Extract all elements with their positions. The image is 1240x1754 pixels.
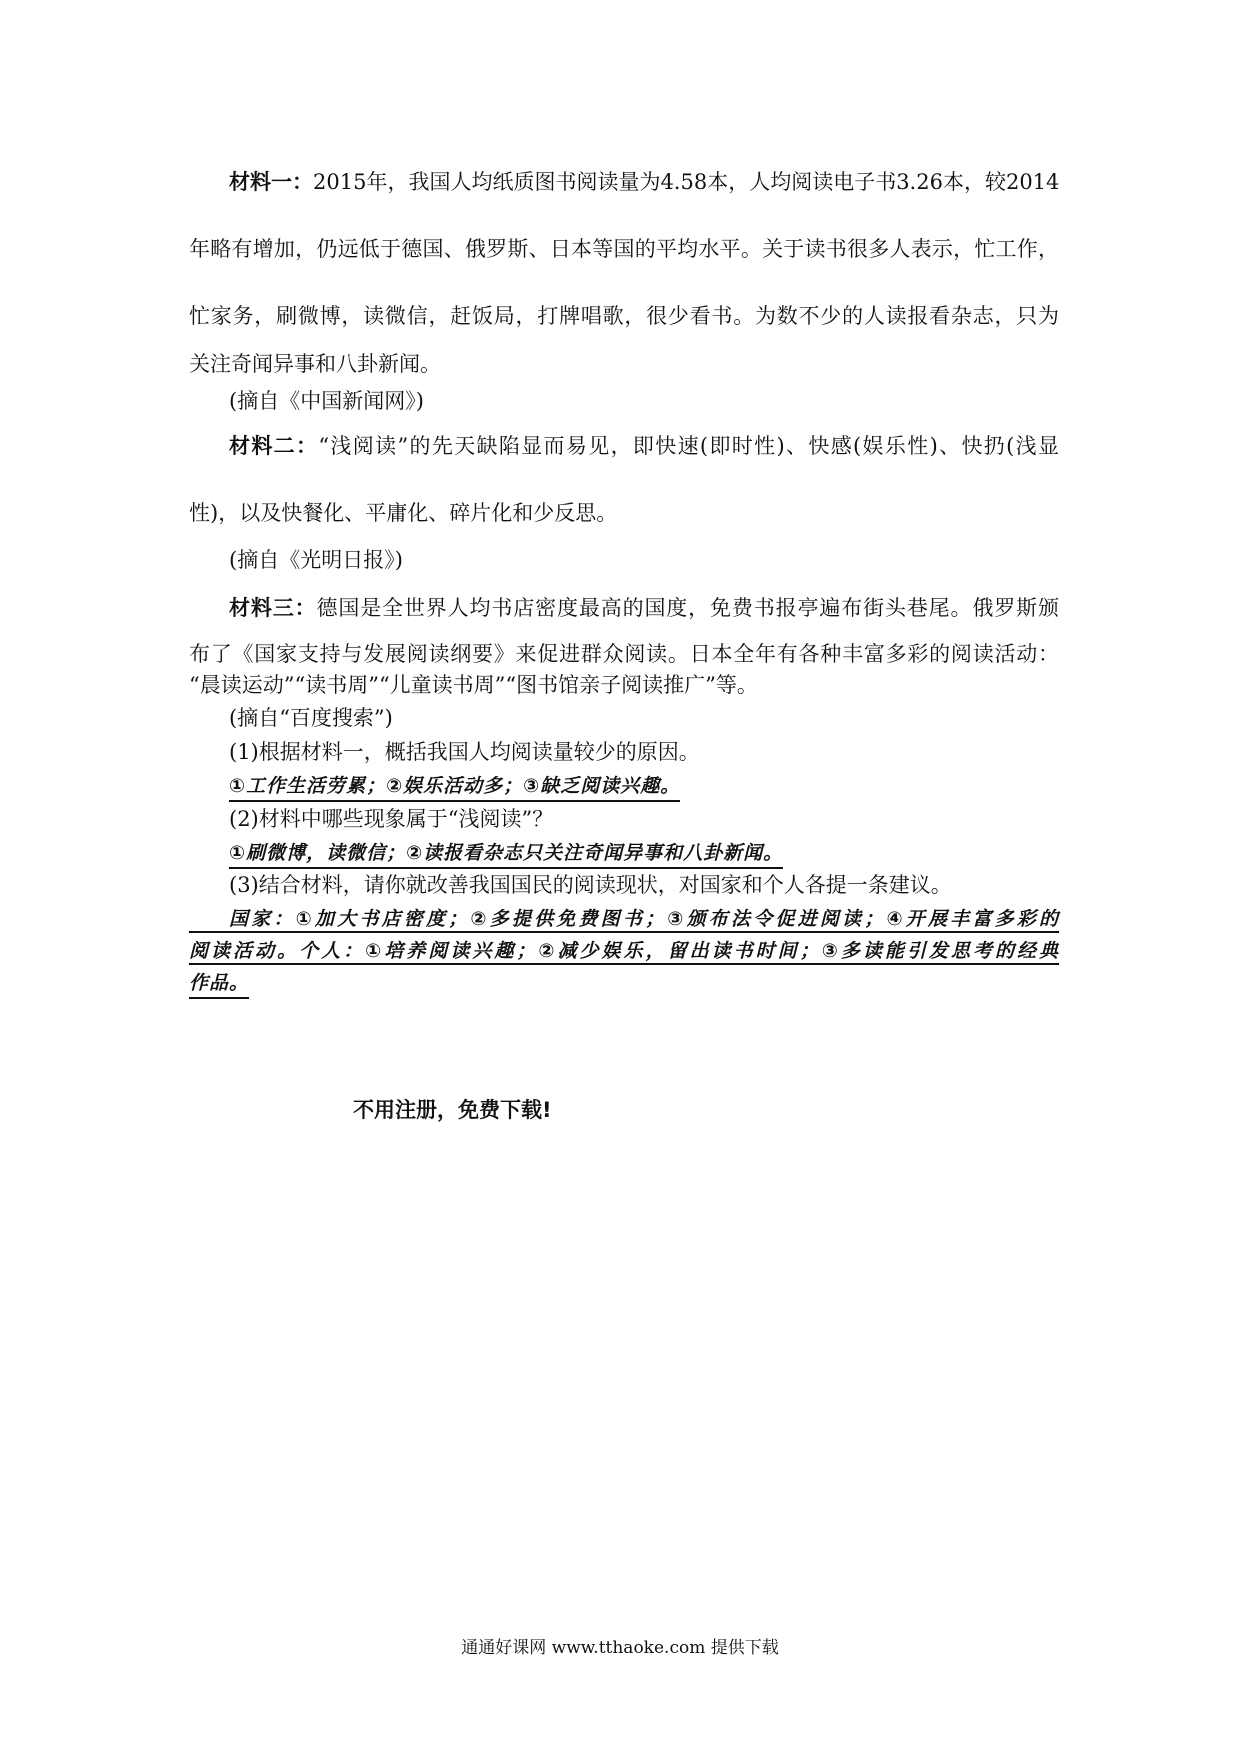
answer-2-text: ①刷微博，读微信；②读报看杂志只关注奇闻异事和八卦新闻。 — [229, 838, 783, 869]
material3-line1 — [229, 594, 1059, 622]
material3-label: 材料三： — [229, 595, 317, 620]
material1-label: 材料一： — [229, 169, 313, 194]
material2-source: (摘自《光明日报》) — [229, 548, 403, 572]
answer-3-line2: 阅读活动。个人：①培养阅读兴趣；②减少娱乐，留出读书时间；③多读能引发思考的经典 — [189, 936, 1059, 965]
material2-label: 材料二： — [229, 433, 319, 458]
material3-line2: 布了《国家支持与发展阅读纲要》来促进群众阅读。日本全年有各种丰富多彩的阅读活动： — [189, 642, 1059, 666]
material2-text: “浅阅读”的先天缺陷显而易见，即快速(即时性)、快感(娱乐性)、快扔(浅显 — [318, 434, 1059, 458]
answer-3-line3-text: 作品。 — [189, 968, 249, 999]
answer-3-line3 — [189, 968, 249, 999]
footer-text: 通通好课网 www.tthaoke.com 提供下载 — [461, 1638, 779, 1658]
question-1: (1)根据材料一，概括我国人均阅读量较少的原因。 — [229, 740, 700, 764]
material1-line4: 关注奇闻异事和八卦新闻。 — [189, 352, 441, 376]
question-2: (2)材料中哪些现象属于“浅阅读”？ — [229, 807, 554, 831]
material1-text: 2015年，我国人均纸质图书阅读量为4.58本，人均阅读电子书3.26本，较2014 — [313, 170, 1060, 194]
material2-line2: 性)，以及快餐化、平庸化、碎片化和少反思。 — [189, 501, 618, 525]
answer-1 — [229, 771, 680, 802]
material1-line1 — [229, 168, 1059, 196]
material3-line3: “晨读运动”“读书周”“儿童读书周”“图书馆亲子阅读推广”等。 — [189, 673, 758, 697]
material1-line3: 忙家务，刷微博，读微信，赶饭局，打牌唱歌，很少看书。为数不少的人读报看杂志，只为 — [189, 304, 1059, 328]
answer-3-line1: 国家：①加大书店密度；②多提供免费图书；③颁布法令促进阅读；④开展丰富多彩的 — [189, 904, 1059, 933]
material3-text: 德国是全世界人均书店密度最高的国度，免费书报亭遍布街头巷尾。俄罗斯颁 — [316, 596, 1060, 620]
material1-source: (摘自《中国新闻网》) — [229, 389, 424, 413]
promo-text: 不用注册，免费下载! — [353, 1098, 552, 1122]
material1-line2: 年略有增加，仍远低于德国、俄罗斯、日本等国的平均水平。关于读书很多人表示，忙工作， — [189, 237, 1059, 261]
material3-source: (摘自“百度搜索”) — [229, 706, 393, 730]
question-3: (3)结合材料，请你就改善我国国民的阅读现状，对国家和个人各提一条建议。 — [229, 873, 952, 897]
answer-1-text: ①工作生活劳累；②娱乐活动多；③缺乏阅读兴趣。 — [229, 771, 680, 802]
answer-2 — [229, 838, 783, 869]
material2-line1 — [229, 432, 1059, 460]
